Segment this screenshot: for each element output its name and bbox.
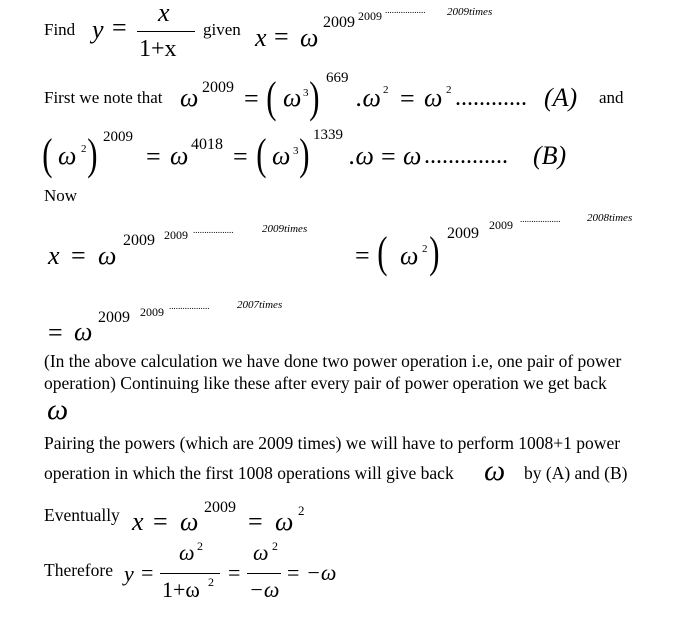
exponent: 2	[298, 503, 305, 518]
omega-symbol: ω	[272, 141, 291, 170]
paragraph-line: (In the above calculation we have done two power operation i.e, one pair of power	[44, 351, 622, 371]
omega-symbol: ω	[283, 83, 302, 112]
var-y: y	[124, 561, 134, 586]
right-paren: )	[429, 228, 440, 277]
equals: =	[287, 560, 300, 585]
tower-count	[237, 300, 282, 311]
dot-omega: .ω	[356, 83, 381, 112]
find-label: Find	[44, 20, 76, 39]
equals: =	[146, 142, 161, 171]
intro-text: First we note that	[44, 88, 163, 107]
fraction-numerator: ω	[179, 540, 195, 565]
equals: =	[48, 318, 63, 347]
exponent: 2009	[103, 129, 133, 145]
equals: =	[153, 507, 168, 536]
leader-dots: ............	[455, 85, 527, 111]
equals: =	[274, 22, 289, 51]
exponent: 3	[293, 145, 299, 157]
tower-number: 2009	[262, 223, 284, 235]
tower-count	[262, 224, 307, 235]
label-a: (A)	[544, 83, 578, 112]
var-x: x	[255, 23, 267, 52]
therefore-label: Therefore	[44, 560, 113, 580]
exponent: 669	[326, 70, 349, 86]
tower-number: 2009	[447, 6, 469, 18]
tower-times-label: times	[609, 212, 633, 224]
exponent: 2	[422, 243, 428, 255]
var-x: x	[48, 241, 60, 270]
left-paren: (	[42, 130, 53, 179]
fraction-numerator: ω	[253, 540, 269, 565]
equals: =	[71, 241, 86, 270]
result: −ω	[306, 560, 337, 585]
left-paren: (	[256, 130, 267, 179]
exponent: 2	[272, 539, 278, 553]
omega-symbol: ω	[484, 454, 506, 487]
exponent: 3	[303, 87, 309, 99]
tower-number: 2007	[237, 299, 259, 311]
omega-symbol: ω	[180, 83, 199, 112]
now-label: Now	[44, 186, 78, 205]
exponent: 2	[383, 84, 389, 96]
equals: =	[233, 142, 248, 171]
equals: =	[355, 241, 370, 270]
omega-symbol: ω	[98, 241, 117, 270]
exponent: 2009	[204, 499, 236, 516]
exponent: 2	[197, 539, 203, 553]
omega-symbol: ω	[403, 141, 422, 170]
omega-symbol: ω	[180, 507, 199, 536]
equals: =	[400, 84, 415, 113]
label-b: (B)	[533, 141, 567, 170]
tower-times-label: times	[469, 6, 493, 18]
exponent: 2009	[358, 9, 382, 23]
equals: =	[244, 84, 259, 113]
fraction-bar	[137, 31, 195, 32]
and-label: and	[599, 88, 624, 107]
omega-symbol: ω	[400, 241, 419, 270]
eventually-label: Eventually	[44, 505, 120, 525]
fraction-bar	[247, 573, 281, 574]
omega-symbol: ω	[424, 83, 443, 112]
exponent: 2009	[202, 79, 234, 96]
paragraph-line: by (A) and (B)	[524, 463, 628, 483]
exponent: 1339	[313, 127, 343, 143]
omega-symbol: ω	[74, 317, 93, 346]
exponent: 4018	[191, 136, 223, 153]
given-label: given	[203, 20, 241, 39]
equals: =	[248, 507, 263, 536]
paragraph-line: operation in which the first 1008 operations will give back	[44, 463, 454, 483]
exponent: 2	[208, 575, 214, 589]
exponent: 2009	[323, 14, 355, 31]
var-x: x	[132, 507, 144, 536]
left-paren: (	[377, 228, 388, 277]
equals: =	[141, 560, 154, 585]
fraction-denominator: −ω	[249, 577, 280, 602]
exponent: 2	[81, 143, 87, 155]
right-paren: )	[309, 73, 320, 122]
tower-count	[587, 213, 632, 224]
left-paren: (	[266, 73, 277, 122]
exponent: 2009	[489, 218, 513, 232]
exponent: 2009	[164, 228, 188, 242]
equals: =	[112, 13, 127, 42]
exponent: 2	[446, 84, 452, 96]
tower-count	[447, 7, 492, 18]
leader-dots: ..............	[424, 143, 508, 169]
tower-dots: ..................	[385, 5, 426, 15]
exponent: 2009	[123, 232, 155, 249]
omega-symbol: ω	[300, 23, 319, 52]
tower-number: 2008	[587, 212, 609, 224]
fraction-denominator: 1+x	[139, 36, 177, 62]
paragraph-line: Pairing the powers (which are 2009 times) we will have to perform 1008+1 power	[44, 433, 621, 453]
dot-omega: .ω	[349, 141, 374, 170]
paragraph-line: operation) Continuing like these after every pair of power operation we get back	[44, 373, 607, 393]
exponent: 2009	[98, 309, 130, 326]
tower-dots: ..................	[193, 225, 234, 235]
tower-dots: ..................	[520, 214, 561, 224]
exponent: 2009	[140, 305, 164, 319]
right-paren: )	[87, 130, 98, 179]
exponent: 2009	[447, 225, 479, 242]
equals: =	[228, 560, 241, 585]
fraction-denominator: 1+ω	[162, 577, 200, 602]
tower-times-label: times	[284, 223, 308, 235]
equals: =	[381, 142, 396, 171]
right-paren: )	[299, 130, 310, 179]
omega-symbol: ω	[47, 393, 69, 426]
omega-symbol: ω	[58, 141, 77, 170]
tower-times-label: times	[259, 299, 283, 311]
fraction-numerator: x	[158, 0, 170, 27]
var-y: y	[92, 15, 104, 44]
tower-dots: ..................	[169, 301, 210, 311]
omega-symbol: ω	[275, 507, 294, 536]
omega-symbol: ω	[170, 141, 189, 170]
